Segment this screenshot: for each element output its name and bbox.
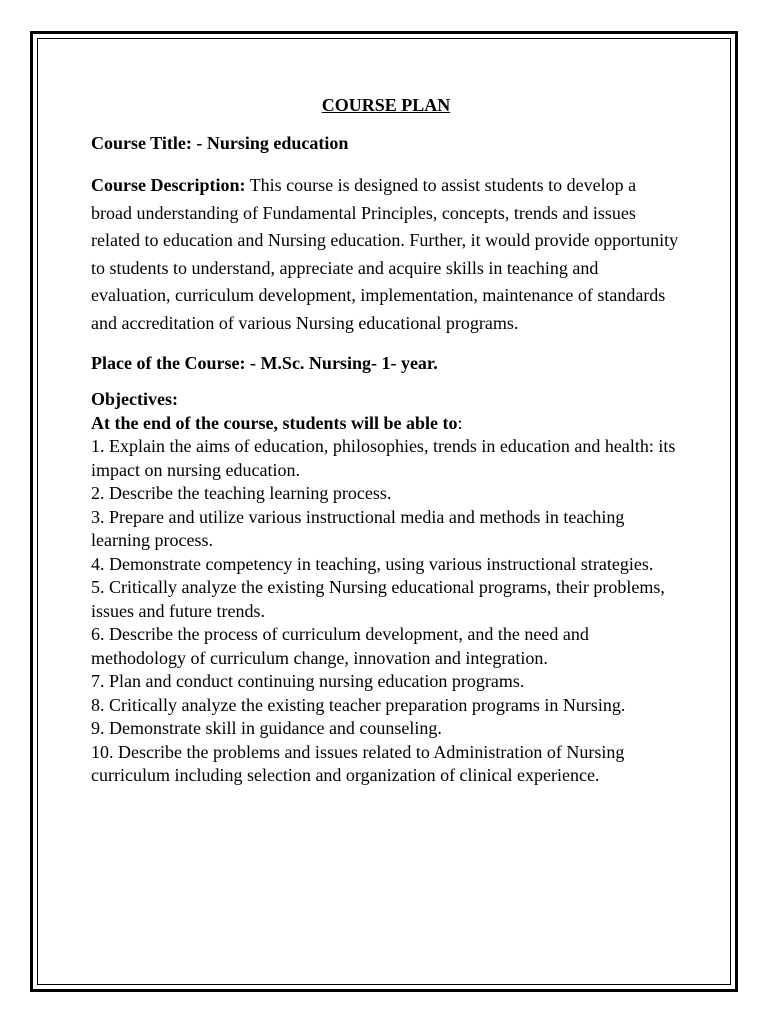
objectives-heading xyxy=(91,388,681,412)
document-title: COURSE PLAN xyxy=(321,95,451,115)
course-description-label: Course Description: xyxy=(91,175,246,195)
objective-item: 1. Explain the aims of education, philosophies, trends in education and health: its impact on nursing education. xyxy=(91,436,676,480)
course-description-text: This course is designed to assist students to develop a broad understanding of Fundamental Principles, concepts, trends and issues related to education and Nursing education. Further, it would provide opportunity to students to understand, appreciate and acquire skills in teaching and evaluation, curriculum development, implementation, maintenance of standards and accreditation of various Nursing educational programs. xyxy=(91,175,679,333)
objectives-intro-text: At the end of the course, students will be able to xyxy=(91,412,458,433)
course-description xyxy=(91,172,681,337)
objective-item: 5. Critically analyze the existing Nursing educational programs, their problems, issues and future trends. xyxy=(91,577,665,621)
objectives-list xyxy=(91,435,681,788)
course-place: Place of the Course: - M.Sc. Nursing- 1- year. xyxy=(91,353,438,373)
objectives-intro xyxy=(91,412,681,436)
objective-item: 6. Describe the process of curriculum development, and the need and methodology of curriculum change, innovation and integration. xyxy=(91,624,589,668)
objective-item: 2. Describe the teaching learning process. xyxy=(91,483,392,503)
objectives-intro-colon: : xyxy=(457,412,463,433)
objective-item: 8. Critically analyze the existing teacher preparation programs in Nursing. xyxy=(91,694,626,715)
objective-item: 4. Demonstrate competency in teaching, using various instructional strategies. xyxy=(91,553,654,574)
objective-item: 10. Describe the problems and issues related to Administration of Nursing curriculum including selection and organization of clinical experience. xyxy=(91,741,625,785)
objective-item: 7. Plan and conduct continuing nursing education programs. xyxy=(91,671,525,691)
objectives-heading-text: Objectives: xyxy=(91,389,178,409)
document-body xyxy=(91,92,681,788)
objective-item: 9. Demonstrate skill in guidance and counseling. xyxy=(91,718,442,738)
course-title: Course Title: - Nursing education xyxy=(91,133,349,153)
objective-item: 3. Prepare and utilize various instructional media and methods in teaching learning process. xyxy=(91,506,625,550)
